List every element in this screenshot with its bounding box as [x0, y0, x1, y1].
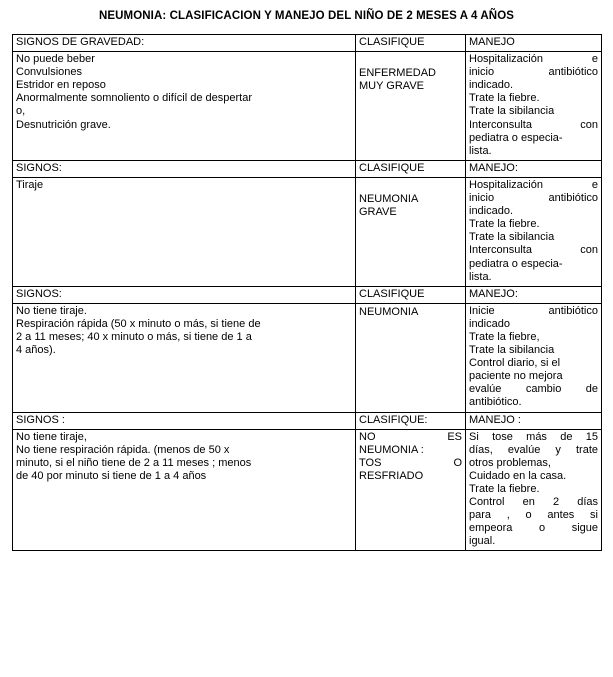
- pneumonia-classification-table: [12, 34, 602, 551]
- management-line: para , o antes si: [469, 509, 598, 522]
- management-line: lista.: [469, 144, 492, 157]
- management-cell: [466, 52, 602, 161]
- signs-line: Convulsiones: [16, 66, 83, 79]
- management-line: Hospitalización e: [469, 178, 598, 191]
- management-line: Inicie antibiótico: [469, 304, 598, 317]
- management-line: inicio antibiótico: [469, 192, 598, 205]
- signs-line: Desnutrición grave.: [16, 118, 111, 131]
- management-line: empeora o sigue: [469, 522, 598, 535]
- management-line: inicio antibiótico: [469, 66, 598, 79]
- classification-cell: [356, 177, 466, 286]
- manage-header: MANEJO:: [466, 160, 602, 177]
- signs-header: SIGNOS:: [13, 160, 356, 177]
- signs-line: Anormalmente somnoliento o difícil de despertar: [16, 92, 253, 105]
- classify-header: CLASIFIQUE: [356, 160, 466, 177]
- signs-line: No tiene tiraje,: [16, 430, 87, 443]
- manage-header: MANEJO: [466, 35, 602, 52]
- table-row: [13, 303, 602, 412]
- management-line: Trate la fiebre,: [469, 330, 540, 343]
- signs-line: Tiraje: [16, 178, 44, 191]
- management-line: indicado.: [469, 79, 514, 92]
- signs-header: SIGNOS :: [13, 412, 356, 429]
- signs-line: No puede beber: [16, 53, 95, 66]
- table-row: [13, 177, 602, 286]
- classify-header: CLASIFIQUE:: [356, 412, 466, 429]
- page-title: NEUMONIA: CLASIFICACION Y MANEJO DEL NIÑO DE 2 MESES A 4 AÑOS: [98, 10, 515, 22]
- management-line: Interconsulta con: [469, 118, 598, 131]
- signs-line: o,: [16, 105, 26, 118]
- manage-header: MANEJO :: [466, 412, 602, 429]
- signs-line: minuto, si el niño tiene de 2 a 11 meses ; menos: [16, 456, 252, 469]
- management-cell: [466, 429, 602, 551]
- table-row: [13, 429, 602, 551]
- signs-cell: [13, 429, 356, 551]
- classification-line: RESFRIADO: [359, 469, 424, 482]
- management-line: Trate la fiebre.: [469, 218, 540, 231]
- signs-line: de 40 por minuto si tiene de 1 a 4 años: [16, 469, 207, 482]
- signs-line: 2 a 11 meses; 40 x minuto o más, si tiene de 1 a: [16, 330, 252, 343]
- classification-line: NO ES: [359, 430, 462, 443]
- management-line: Interconsulta con: [469, 244, 598, 257]
- table-row: [13, 52, 602, 161]
- signs-cell: [13, 177, 356, 286]
- signs-line: Estridor en reposo: [16, 79, 106, 92]
- signs-line: 4 años).: [16, 344, 56, 357]
- management-line: Si tose más de 15: [469, 430, 598, 443]
- signs-line: No tiene tiraje.: [16, 304, 87, 317]
- classify-header: CLASIFIQUE: [356, 35, 466, 52]
- classification-line: GRAVE: [359, 206, 397, 219]
- management-line: lista.: [469, 270, 492, 283]
- signs-line: Respiración rápida (50 x minuto o más, si tiene de: [16, 317, 261, 330]
- management-line: Trate la sibilancia: [469, 344, 555, 357]
- management-line: antibiótico.: [469, 396, 522, 409]
- management-line: días, evalúe y trate: [469, 443, 598, 456]
- management-line: indicado.: [469, 205, 514, 218]
- signs-cell: [13, 52, 356, 161]
- classification-line: NEUMONIA: [359, 305, 419, 318]
- management-line: Hospitalización e: [469, 53, 598, 66]
- classify-header: CLASIFIQUE: [356, 286, 466, 303]
- management-line: Trate la sibilancia: [469, 105, 555, 118]
- manage-header: MANEJO:: [466, 286, 602, 303]
- classification-cell: [356, 303, 466, 412]
- management-line: evalúe cambio de: [469, 383, 598, 396]
- classification-cell: [356, 52, 466, 161]
- classification-line: NEUMONIA: [359, 192, 419, 205]
- management-line: paciente no mejora: [469, 370, 563, 383]
- table-row: [13, 412, 602, 429]
- signs-line: No tiene respiración rápida. (menos de 50 x: [16, 443, 230, 456]
- signs-header: SIGNOS:: [13, 286, 356, 303]
- management-line: Trate la fiebre.: [469, 483, 540, 495]
- signs-cell: [13, 303, 356, 412]
- classification-line: MUY GRAVE: [359, 80, 424, 93]
- management-line: indicado: [469, 317, 510, 330]
- management-cell: [466, 177, 602, 286]
- signs-header: SIGNOS DE GRAVEDAD:: [13, 35, 356, 52]
- management-line: otros problemas,: [469, 456, 551, 469]
- management-line: pediatra o especia-: [469, 131, 563, 144]
- management-line: Control en 2 días: [469, 496, 598, 509]
- table-row: [13, 286, 602, 303]
- table-row: [13, 160, 602, 177]
- management-line: Trate la fiebre.: [469, 92, 540, 105]
- table-row: [13, 35, 602, 52]
- classification-cell: [356, 429, 466, 551]
- classification-line: NEUMONIA :: [359, 443, 424, 456]
- management-line: igual.: [469, 535, 496, 548]
- management-line: Control diario, si el: [469, 357, 561, 370]
- classification-line: ENFERMEDAD: [359, 67, 437, 80]
- management-line: Cuidado en la casa.: [469, 469, 567, 482]
- management-cell: [466, 303, 602, 412]
- management-line: pediatra o especia-: [469, 257, 563, 270]
- management-line: Trate la sibilancia: [469, 231, 555, 244]
- classification-line: TOS O: [359, 456, 462, 469]
